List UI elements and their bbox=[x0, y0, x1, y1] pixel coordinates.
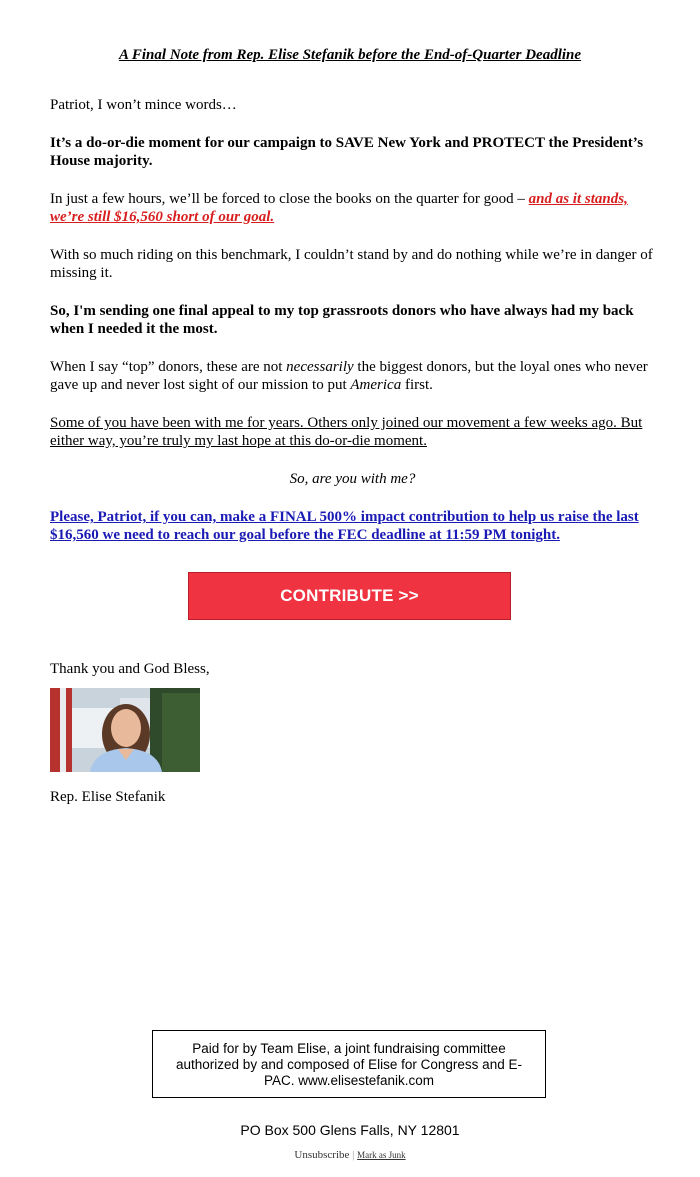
footer-separator: | bbox=[352, 1149, 355, 1161]
mark-as-junk-link[interactable]: Mark as Junk bbox=[357, 1150, 406, 1160]
donors-text-em2: America bbox=[350, 377, 402, 393]
paragraph-deadline bbox=[50, 190, 655, 226]
greeting-text: Patriot, I won’t mince words… bbox=[50, 97, 237, 113]
paragraph-top-donors bbox=[50, 358, 655, 394]
contribute-button[interactable]: CONTRIBUTE >> bbox=[188, 572, 511, 620]
contribution-link[interactable]: Please, Patriot, if you can, make a FINAL 500% impact contribution to help us raise the last $16,560 we need to reach our goal before the FEC deadline at 11:59 PM tonight. bbox=[50, 509, 639, 543]
shortfall-link[interactable]: and as it stands, we’re still $16,560 short of our goal. bbox=[50, 191, 628, 225]
paragraph-loyal bbox=[50, 414, 655, 450]
footer-links bbox=[0, 1149, 700, 1161]
candidate-photo bbox=[50, 688, 200, 772]
donors-text-em: necessarily bbox=[286, 359, 354, 375]
paragraph-question bbox=[50, 470, 655, 488]
appeal-text: So, I'm sending one final appeal to my top grassroots donors who have always had my back when I needed it the most. bbox=[50, 303, 634, 337]
donors-text-b: the biggest donors, but the loyal ones who never gave up and never lost sight of our mission to put bbox=[50, 359, 648, 393]
loyal-text: Some of you have been with me for years. Others only joined our movement a few weeks ago. But either way, you’re truly my last hope at this do-or-die moment. bbox=[50, 415, 643, 449]
benchmark-text: With so much riding on this benchmark, I couldn’t stand by and do nothing while we’re in danger of missing it. bbox=[50, 247, 653, 281]
unsubscribe-link[interactable]: Unsubscribe bbox=[294, 1149, 350, 1161]
deadline-text: In just a few hours, we’ll be forced to close the books on the quarter for good – bbox=[50, 191, 529, 207]
disclaimer-box: Paid for by Team Elise, a joint fundraising committee authorized by and composed of Elise for Congress and E-PAC. www.elisestefanik.com bbox=[152, 1030, 546, 1098]
paragraph-benchmark bbox=[50, 246, 655, 282]
donors-text-a: When I say “top” donors, these are not bbox=[50, 359, 287, 375]
mailing-address: PO Box 500 Glens Falls, NY 12801 bbox=[240, 1122, 460, 1138]
closing-text: Thank you and God Bless, bbox=[50, 661, 210, 677]
donors-text-c: first. bbox=[401, 377, 433, 393]
paragraph-signature bbox=[50, 788, 655, 806]
signature-text: Rep. Elise Stefanik bbox=[50, 789, 166, 805]
paragraph-appeal bbox=[50, 302, 655, 338]
urgent-text: It’s a do-or-die moment for our campaign to SAVE New York and PROTECT the President’s House majority. bbox=[50, 135, 644, 169]
question-text: So, are you with me? bbox=[289, 471, 416, 487]
paragraph-greeting bbox=[50, 96, 655, 114]
paragraph-urgent bbox=[50, 134, 655, 170]
paragraph-closing bbox=[50, 660, 655, 678]
email-title: A Final Note from Rep. Elise Stefanik before the End-of-Quarter Deadline bbox=[118, 47, 582, 63]
paragraph-cta bbox=[50, 508, 655, 544]
